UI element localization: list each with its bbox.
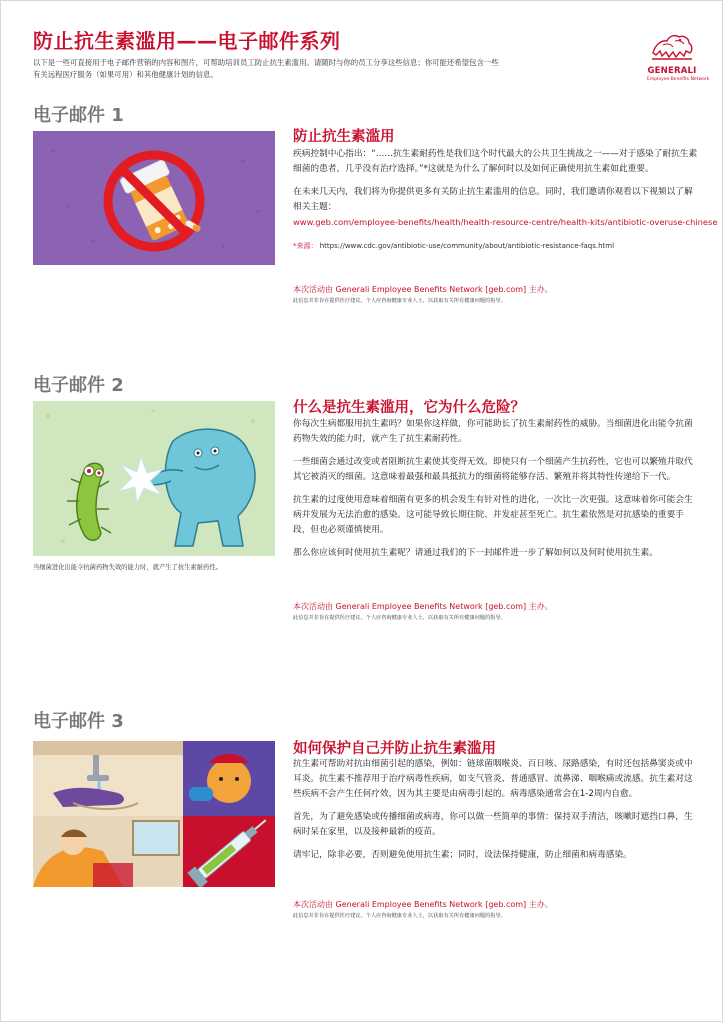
email-2-disclaimer: 此信息并非旨在提供医疗建议。个人应咨询健康专业人士，以获取有关所有健康问题的指导。 bbox=[293, 615, 506, 621]
no-pills-illustration-icon bbox=[33, 131, 275, 265]
email-1-title: 防止抗生素滥用 bbox=[293, 129, 395, 145]
document-title: 防止抗生素滥用——电子邮件系列 bbox=[33, 29, 341, 53]
email-2-label: 电子邮件 2 bbox=[33, 375, 124, 396]
email-1-disclaimer: 此信息并非旨在提供医疗建议。个人应咨询健康专业人士，以获取有关所有健康问题的指导。 bbox=[293, 298, 506, 304]
email-2-caption: 当细菌进化出能令抗菌药物失效的能力时，就产生了抗生素耐药性。 bbox=[33, 564, 222, 571]
email-2-paragraph: 那么你应该何时使用抗生素呢？请通过我们的下一封邮件进一步了解如何以及何时使用抗生素。 bbox=[293, 548, 658, 558]
email-1-paragraph: 在未来几天内，我们将为你提供更多有关防止抗生素滥用的信息。同时，我们邀请你观看以下视频以了解相关主题： bbox=[293, 187, 693, 212]
bacteria-fight-illustration-icon bbox=[33, 401, 275, 556]
email-3-paragraph: 抗生素可帮助对抗由细菌引起的感染，例如：链球菌咽喉炎、百日咳、尿路感染，有时还包括鼻窦炎或中耳炎。抗生素不推荐用于治疗病毒性疾病，如支气管炎、普通感冒、流鼻涕、咽喉痛或流感。抗生素对这些疾病不会产生任何疗效，因为其主要是由病毒引起的。病毒感染通常会在1-2周内自愈。 bbox=[293, 759, 693, 799]
generali-lion-logo-icon bbox=[649, 31, 695, 61]
source-note bbox=[293, 239, 698, 254]
email-3-title: 如何保护自己并防止抗生素滥用 bbox=[293, 741, 496, 757]
email-1-paragraph: 疾病控制中心指出：“……抗生素耐药性是我们这个时代最大的公共卫生挑战之一——对于感染了耐抗生素细菌的患者，几乎没有治疗选择。”*这就是为什么了解何时以及如何正确使用抗生素如此重要。 bbox=[293, 149, 698, 174]
logo-tagline: Employee Benefits Network bbox=[647, 77, 710, 82]
source-url[interactable]: https://www.cdc.gov/antibiotic-use/community/about/antibiotic-resistance-faqs.html bbox=[319, 242, 615, 250]
email-2-paragraph: 一些细菌会通过改变或者阻断抗生素使其变得无效。即使只有一个细菌产生抗药性，它也可以繁殖并取代其它被消灭的细菌。这意味着最强和最具抵抗力的细菌将能够存活、繁殖并将其特性传递给下一代。 bbox=[293, 457, 693, 482]
email-3-paragraph: 请牢记，除非必要，否则避免使用抗生素；同时，设法保持健康，防止细菌和病毒感染。 bbox=[293, 850, 632, 860]
email-3-paragraph: 首先，为了避免感染或传播细菌或病毒，你可以做一些简单的事情：保持双手清洁，咳嗽时遮挡口鼻，生病时呆在家里，以及接种最新的疫苗。 bbox=[293, 812, 693, 837]
email-3-body bbox=[293, 757, 698, 871]
prevention-collage-illustration-icon bbox=[33, 741, 275, 887]
email-1-sponsor: 本次活动由 Generali Employee Benefits Network [geb.com] 主办。 bbox=[293, 285, 553, 294]
email-2-paragraph: 你每次生病都服用抗生素吗？如果你这样做，你可能助长了抗生素耐药性的威胁。当细菌进化出能令抗菌药物失效的能力时，就产生了抗生素耐药性。 bbox=[293, 419, 693, 444]
intro-text: 以下是一些可直接用于电子邮件营销的内容和图片，可帮助培训员工防止抗生素滥用。请随时与你的员工分享这些信息；你可能还希望包含一些有关远程医疗服务（如果可用）和其他健康计划的信息。 bbox=[33, 58, 499, 79]
email-1-label: 电子邮件 1 bbox=[33, 105, 124, 126]
logo-brand: GENERALI bbox=[647, 66, 697, 76]
email-2-paragraph: 抗生素的过度使用意味着细菌有更多的机会发生有针对性的进化，一次比一次更强。这意味着你可能会生病并发展为无法治愈的感染。这可能导致长期住院、并发症甚至死亡。抗生素依然是对抗感染的重要手段，但也必须谨慎使用。 bbox=[293, 495, 693, 535]
email-2-body bbox=[293, 417, 698, 569]
email-3-illustration bbox=[33, 741, 275, 887]
generali-logo bbox=[647, 31, 710, 82]
email-1-body bbox=[293, 147, 718, 262]
email-3-sponsor: 本次活动由 Generali Employee Benefits Network [geb.com] 主办。 bbox=[293, 900, 553, 909]
video-link[interactable]: www.geb.com/employee-benefits/health/health-resource-centre/health-kits/antibiotic-overuse-chinese bbox=[293, 217, 718, 227]
email-2-illustration bbox=[33, 401, 275, 556]
email-2-sponsor: 本次活动由 Generali Employee Benefits Network [geb.com] 主办。 bbox=[293, 602, 553, 611]
email-1-illustration bbox=[33, 131, 275, 265]
email-3-label: 电子邮件 3 bbox=[33, 711, 124, 732]
email-3-disclaimer: 此信息并非旨在提供医疗建议。个人应咨询健康专业人士，以获取有关所有健康问题的指导。 bbox=[293, 913, 506, 919]
source-label: *来源： bbox=[293, 242, 318, 250]
email-2-title: 什么是抗生素滥用，它为什么危险？ bbox=[293, 400, 525, 416]
